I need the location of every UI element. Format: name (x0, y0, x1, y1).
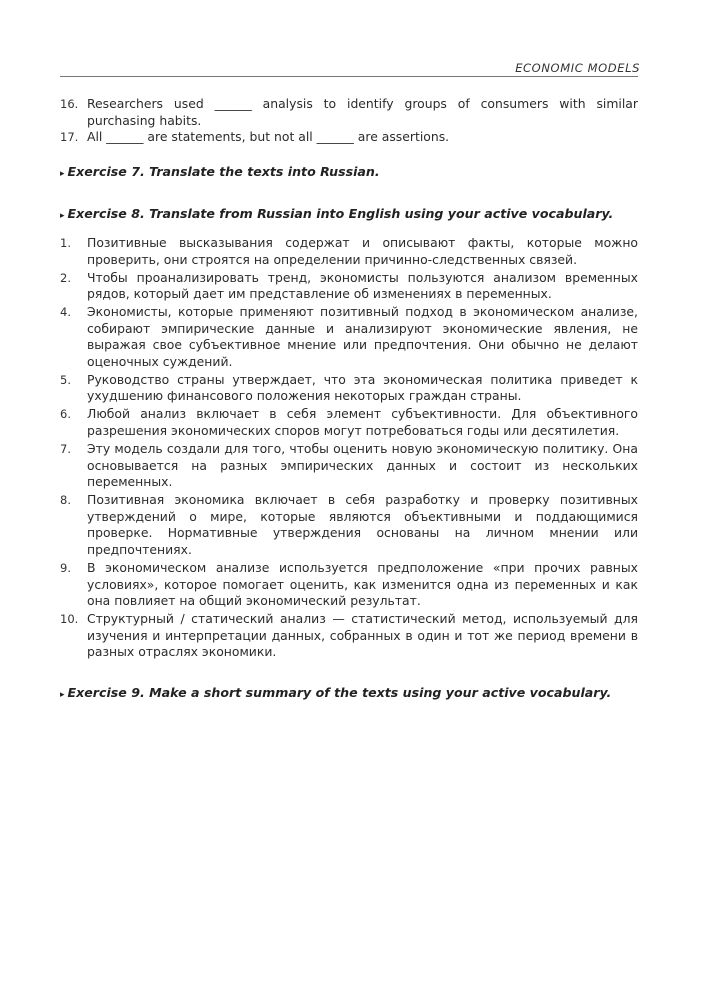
exercise8-title: Exercise 8. Translate from Russian into English using your active vocabulary. (67, 206, 614, 222)
list-item (60, 406, 638, 439)
item-text: Любой анализ включает в себя элемент субъективности. Для объективного разрешения экономических споров могут потребоваться годы или десятилетия. (87, 406, 638, 439)
item-number: 5. (60, 372, 71, 387)
exercise9-title: Exercise 9. Make a short summary of the texts using your active vocabulary. (67, 684, 612, 700)
exercise7-title: Exercise 7. Translate the texts into Russian. (67, 163, 380, 179)
item-number: 16. (60, 97, 79, 111)
list-item (60, 492, 638, 558)
page-body (60, 96, 638, 704)
item-number: 8. (60, 493, 71, 508)
item-number: 10. (60, 612, 79, 627)
item-text: All ______ are statements, but not all ______ are assertions. (87, 129, 450, 145)
list-item (60, 304, 638, 370)
item-text: Позитивная экономика включает в себя разработку и проверку позитивных утверждений о мире, которые являются объективными и поддающимися проверке. Нормативные утверждения основаны на личном мнении или предпочтениях. (87, 492, 638, 557)
triangle-marker-icon: ▸ (60, 689, 65, 700)
triangle-marker-icon: ▸ (60, 211, 65, 222)
list-item (60, 129, 638, 146)
exercise8-heading (60, 206, 638, 225)
running-title: ECONOMIC MODELS (515, 61, 640, 75)
list-item (60, 560, 638, 610)
exercise6-tail-list (60, 96, 638, 146)
item-number: 17. (60, 130, 79, 145)
item-number: 6. (60, 407, 71, 422)
item-text: Экономисты, которые применяют позитивный подход в экономическом анализе, собирают эмпирические данные и анализируют экономические явления, не выражая свое субъективное мнение или предпочтения. Они обычно не делают оценочных суждений. (87, 304, 638, 369)
list-item (60, 372, 638, 405)
list-item (60, 235, 638, 268)
exercise7-heading (60, 164, 638, 183)
item-text: Позитивные высказывания содержат и описывают факты, которые можно проверить, они строятся на определении причинно-следственных связей. (87, 234, 638, 267)
item-number: 2. (60, 270, 71, 285)
item-number: 4. (60, 305, 71, 320)
exercise8-list (60, 235, 638, 661)
triangle-marker-icon: ▸ (60, 168, 65, 179)
list-item (60, 441, 638, 491)
list-item (60, 270, 638, 303)
item-text: В экономическом анализе используется предположение «при прочих равных условиях», которое помогает оценить, как изменится одна из переменных и как она повлияет на общий экономический результат. (87, 559, 638, 609)
item-text: Руководство страны утверждает, что эта экономическая политика приведет к ухудшению финансового положения некоторых граждан страны. (87, 371, 638, 404)
item-text: Researchers used ______ analysis to identify groups of consumers with similar purchasing habits. (87, 96, 638, 128)
item-number: 9. (60, 560, 71, 575)
item-text: Структурный / статический анализ — статистический метод, используемый для изучения и интерпретации данных, собранных в один и тот же период времени в разных отраслях экономики. (87, 611, 638, 660)
item-text: Чтобы проанализировать тренд, экономисты пользуются анализом временных рядов, который дает им представление об изменениях в переменных. (87, 269, 638, 302)
item-number: 7. (60, 442, 71, 457)
list-item (60, 611, 638, 661)
header-rule (60, 76, 638, 77)
list-item (60, 96, 638, 129)
item-number: 1. (60, 235, 71, 250)
exercise9-heading (60, 685, 638, 704)
item-text: Эту модель создали для того, чтобы оценить новую экономическую политику. Она основывается на разных эмпирических данных и состоит из нескольких переменных. (87, 441, 638, 490)
